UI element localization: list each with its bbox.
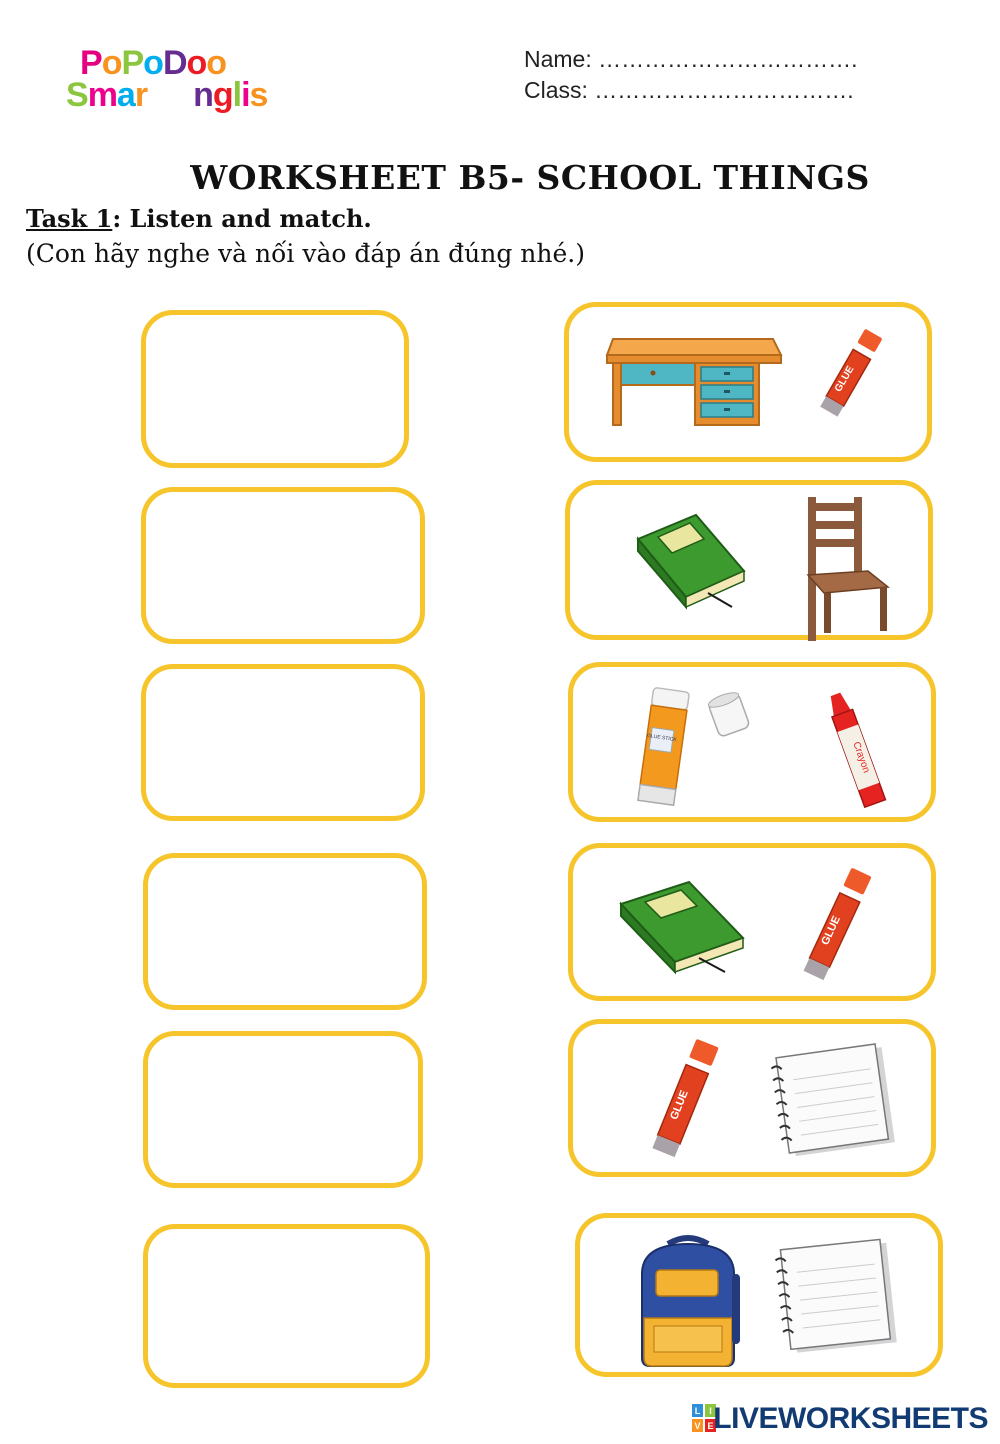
answer-box-2[interactable] [141,487,425,644]
liveworksheets-brand: LIVEWORKSHEETS [713,1402,988,1435]
svg-text:GLUE STICK: GLUE STICK [646,732,677,744]
glue-icon [785,862,885,992]
notebook-icon [774,1238,904,1362]
answer-box-1[interactable] [141,310,409,468]
chair-icon [796,493,896,643]
logo-letter-e: E [707,1421,714,1431]
glue-stick-icon [631,681,751,811]
logo-line-2: Smar nglis [66,76,268,114]
answer-box-3[interactable] [141,664,425,821]
crayon-icon [821,685,901,815]
picture-box-2[interactable] [565,480,933,640]
name-field: Name: ……………………………. [524,46,858,72]
picture-box-6[interactable] [575,1213,943,1377]
glue-icon [805,323,895,423]
task-text: : Listen and match. [112,204,372,233]
svg-text:GLUE: GLUE [819,914,843,948]
logo-letter-v: V [694,1421,701,1431]
desk-icon [603,327,783,427]
task-heading [26,204,372,233]
book-icon [615,876,755,976]
backpack-icon [628,1234,748,1369]
svg-text:Crayon: Crayon [850,740,872,775]
picture-box-4[interactable] [568,843,936,1001]
picture-box-3[interactable] [568,662,936,822]
task-instruction: (Con hãy nghe và nối vào đáp án đúng nhé.) [26,239,586,268]
svg-text:GLUE: GLUE [668,1088,691,1122]
task-label: Task 1 [26,204,113,233]
page-title: WORKSHEET B5- SCHOOL THINGS [190,158,870,197]
class-field: Class: ……………………………. [524,77,854,103]
answer-box-6[interactable] [143,1224,430,1388]
book-icon [632,511,752,611]
logo-letter-i: I [709,1406,712,1416]
picture-box-1[interactable] [564,302,932,462]
glue-icon [633,1034,733,1164]
logo-line-1: PoPoDoo [80,44,227,82]
answer-box-4[interactable] [143,853,427,1010]
svg-text:GLUE: GLUE [832,364,857,394]
picture-box-5[interactable] [568,1019,936,1177]
answer-box-5[interactable] [143,1031,423,1188]
notebook-icon [771,1044,901,1164]
logo-letter-l: L [694,1406,701,1416]
